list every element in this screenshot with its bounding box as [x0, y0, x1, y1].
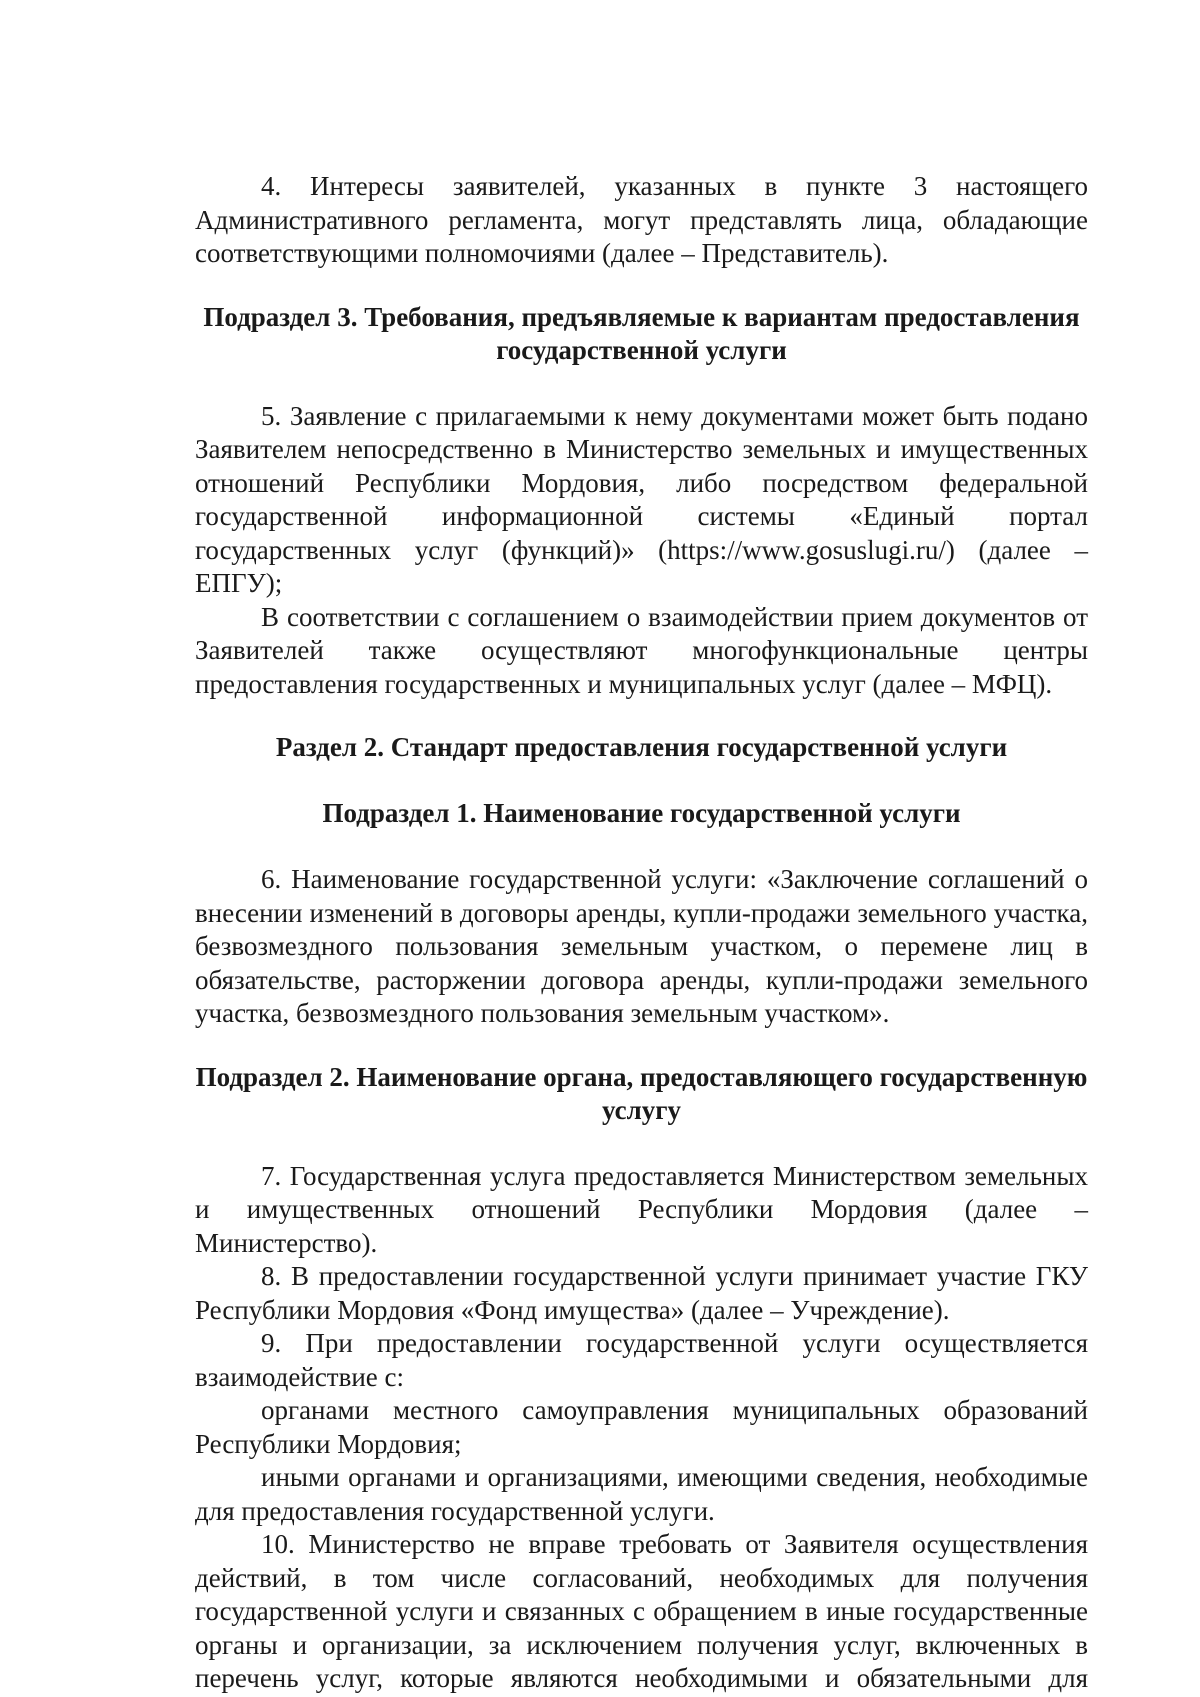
subsection-3-heading: Подраздел 3. Требования, предъявляемые к вариантам предоставления государственной услуги [203, 301, 1080, 365]
paragraph-7: 7. Государственная услуга предоставляется Министерством земельных и имущественных отношений Республики Мордовия (далее – Министерство). [195, 1160, 1088, 1258]
paragraph-10: 10. Министерство не вправе требовать от Заявителя осуществления действий, в том числе согласований, необходимых для получения государственной услуги и связанных с обращением в иные государственные органы и организации, за исключением получения услуг, включенных в перечень услуг, которые являются необходимыми и обязательными для [195, 1529, 1088, 1693]
paragraph-9: 9. При предоставлении государственной услуги осуществляется взаимодействие с: [195, 1328, 1088, 1392]
paragraph-5: 5. Заявление с прилагаемыми к нему документами может быть подано Заявителем непосредственно в Министерство земельных и имущественных отношений Республики Мордовия, либо посредством федеральной государственной информационной системы «Единый портал государственных услуг (функций)» (https://www.gosuslugi.ru/) (далее – ЕПГУ); [195, 400, 1088, 598]
subsection-2-heading: Подраздел 2. Наименование органа, предоставляющего государственную услугу [195, 1061, 1088, 1125]
paragraph-6: 6. Наименование государственной услуги: «Заключение соглашений о внесении изменений в договоры аренды, купли-продажи земельного участка, безвозмездного пользования земельным участком, о перемене лиц в обязательстве, расторжении договора аренды, купли-продажи земельного участка, безвозмездного пользования земельным участком». [195, 864, 1088, 1028]
paragraph-9-item-1: органами местного самоуправления муниципальных образований Республики Мордовия; [195, 1395, 1088, 1459]
paragraph-4: 4. Интересы заявителей, указанных в пункте 3 настоящего Административного регламента, могут представлять лица, обладающие соответствующими полномочиями (далее – Представитель). [195, 171, 1088, 268]
paragraph-8: 8. В предоставлении государственной услуги принимает участие ГКУ Республики Мордовия «Фонд имущества» (далее – Учреждение). [195, 1261, 1088, 1325]
paragraph-9-item-2: иными органами и организациями, имеющими сведения, необходимые для предоставления государственной услуги. [195, 1462, 1088, 1526]
paragraph-5-continued: В соответствии с соглашением о взаимодействии прием документов от Заявителей также осуществляют многофункциональные центры предоставления государственных и муниципальных услуг (далее – МФЦ). [195, 601, 1088, 699]
section-2-heading: Раздел 2. Стандарт предоставления государственной услуги [275, 732, 1008, 762]
document-body [195, 170, 1088, 1696]
subsection-1-heading: Подраздел 1. Наименование государственной услуги [322, 798, 961, 828]
